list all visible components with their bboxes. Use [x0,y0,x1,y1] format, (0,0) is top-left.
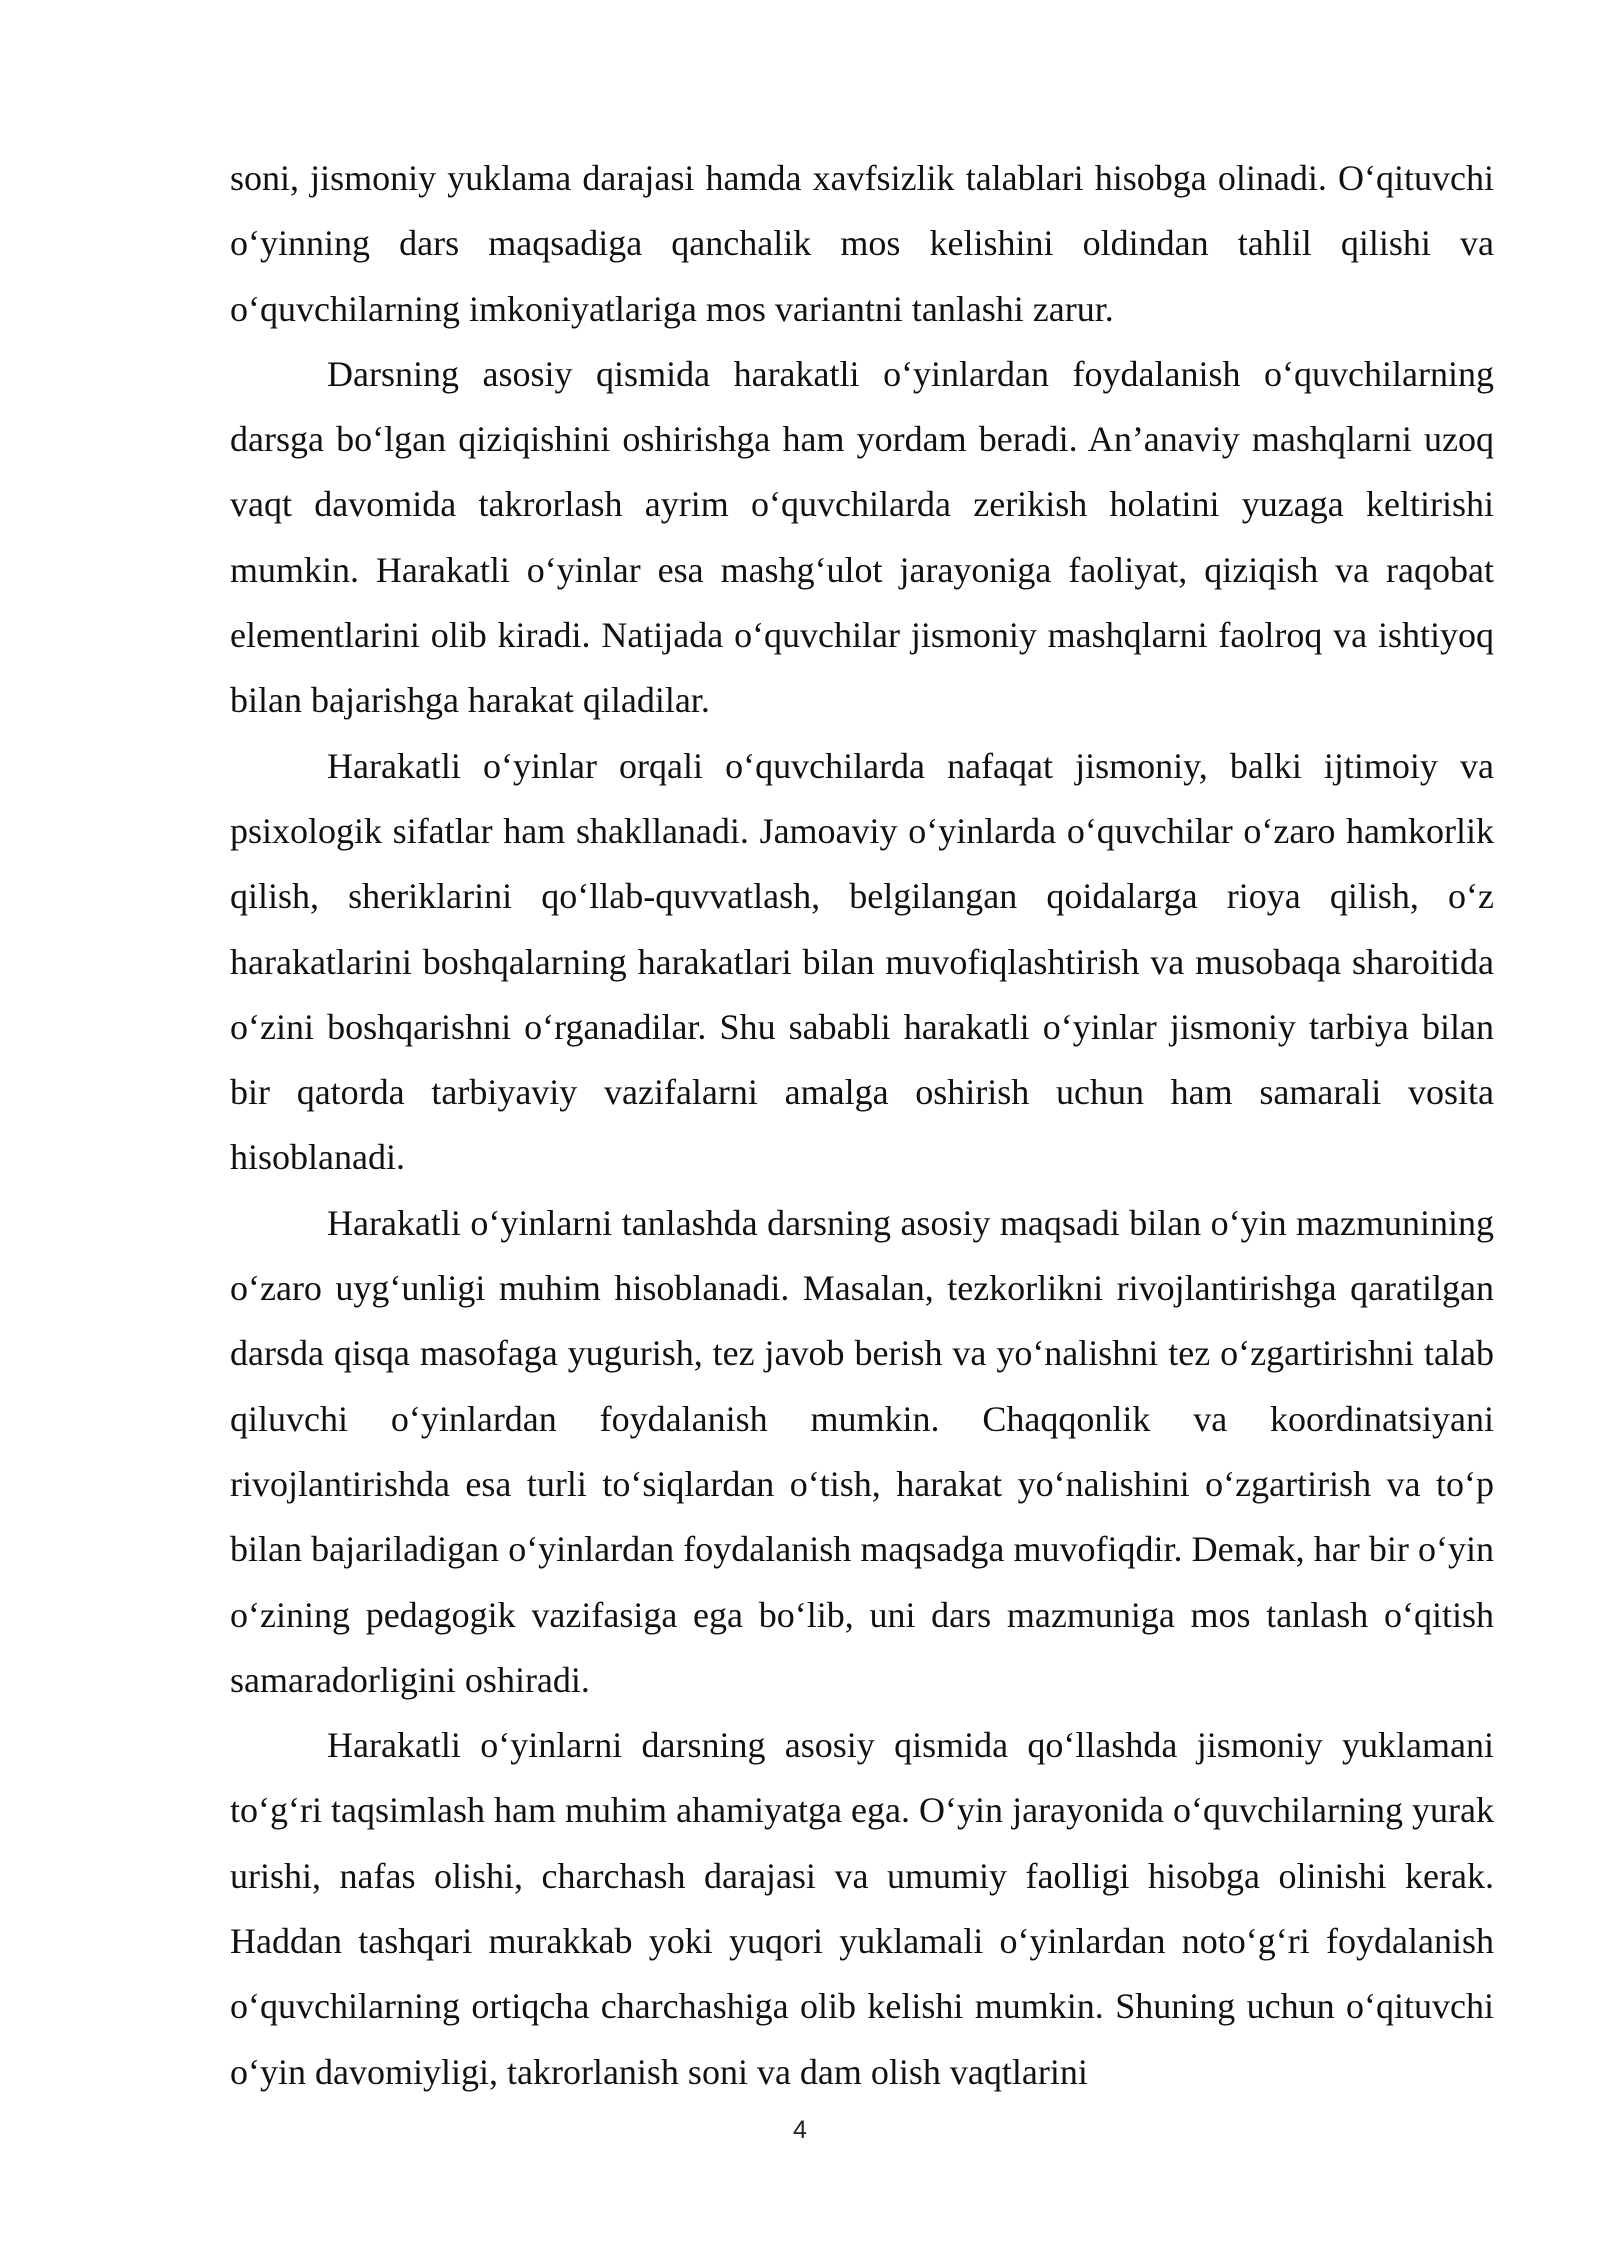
paragraph-continuation: soni, jismoniy yuklama darajasi hamda xavfsizlik talablari hisobga olinadi. O‘qituvchi o‘yinning dars maqsadiga qanchalik mos kelishini oldindan tahlil qilishi va o‘quvchilarning imkoniyatlariga mos variantni tanlashi zarur. [230,158,1494,329]
paragraph: Darsning asosiy qismida harakatli o‘yinlardan foydalanish o‘quvchilarning darsga bo‘lgan qiziqishini oshirishga ham yordam beradi. An’anaviy mashqlarni uzoq vaqt davomida takrorlash ayrim o‘quvchilarda zerikish holatini yuzaga keltirishi mumkin. Harakatli o‘yinlar esa mashg‘ulot jarayoniga faoliyat, qiziqish va raqobat elementlarini olib kiradi. Natijada o‘quvchilar jismoniy mashqlarni faolroq va ishtiyoq bilan bajarishga harakat qiladilar. [230,353,1494,721]
page-number: 4 [793,2116,807,2144]
paragraph: Harakatli o‘yinlar orqali o‘quvchilarda nafaqat jismoniy, balki ijtimoiy va psixologik sifatlar ham shakllanadi. Jamoaviy o‘yinlarda o‘quvchilar o‘zaro hamkorlik qilish, sheriklarini qo‘llab-quvvatlash, belgilangan qoidalarga rioya qilish, o‘z harakatlarini boshqalarning harakatlari bilan muvofiqlashtirish va musobaqa sharoitida o‘zini boshqarishni o‘rganadilar. Shu sababli harakatli o‘yinlar jismoniy tarbiya bilan bir qatorda tarbiyaviy vazifalarni amalga oshirish uchun ham samarali vosita hisoblanadi. [230,745,1494,1178]
paragraph: Harakatli o‘yinlarni tanlashda darsning asosiy maqsadi bilan o‘yin mazmunining o‘zaro uyg‘unligi muhim hisoblanadi. Masalan, tezkorlikni rivojlantirishga qaratilgan darsda qisqa masofaga yugurish, tez javob berish va yo‘nalishni tez o‘zgartirishni talab qiluvchi o‘yinlardan foydalanish mumkin. Chaqqonlik va koordinatsiyani rivojlantirishda esa turli to‘siqlardan o‘tish, harakat yo‘nalishini o‘zgartirish va to‘p bilan bajariladigan o‘yinlardan foydalanish maqsadga muvofiqdir. Demak, har bir o‘yin o‘zining pedagogik vazifasiga ega bo‘lib, uni dars mazmuniga mos tanlash o‘qitish samaradorligini oshiradi. [230,1202,1494,1700]
body-text [230,146,1494,2105]
paragraph: Harakatli o‘yinlarni darsning asosiy qismida qo‘llashda jismoniy yuklamani to‘g‘ri taqsimlash ham muhim ahamiyatga ega. O‘yin jarayonida o‘quvchilarning yurak urishi, nafas olishi, charchash darajasi va umumiy faolligi hisobga olinishi kerak. Haddan tashqari murakkab yoki yuqori yuklamali o‘yinlardan noto‘g‘ri foydalanish o‘quvchilarning ortiqcha charchashiga olib kelishi mumkin. Shuning uchun o‘qituvchi o‘yin davomiyligi, takrorlanish soni va dam olish vaqtlarini [230,1725,1494,2092]
